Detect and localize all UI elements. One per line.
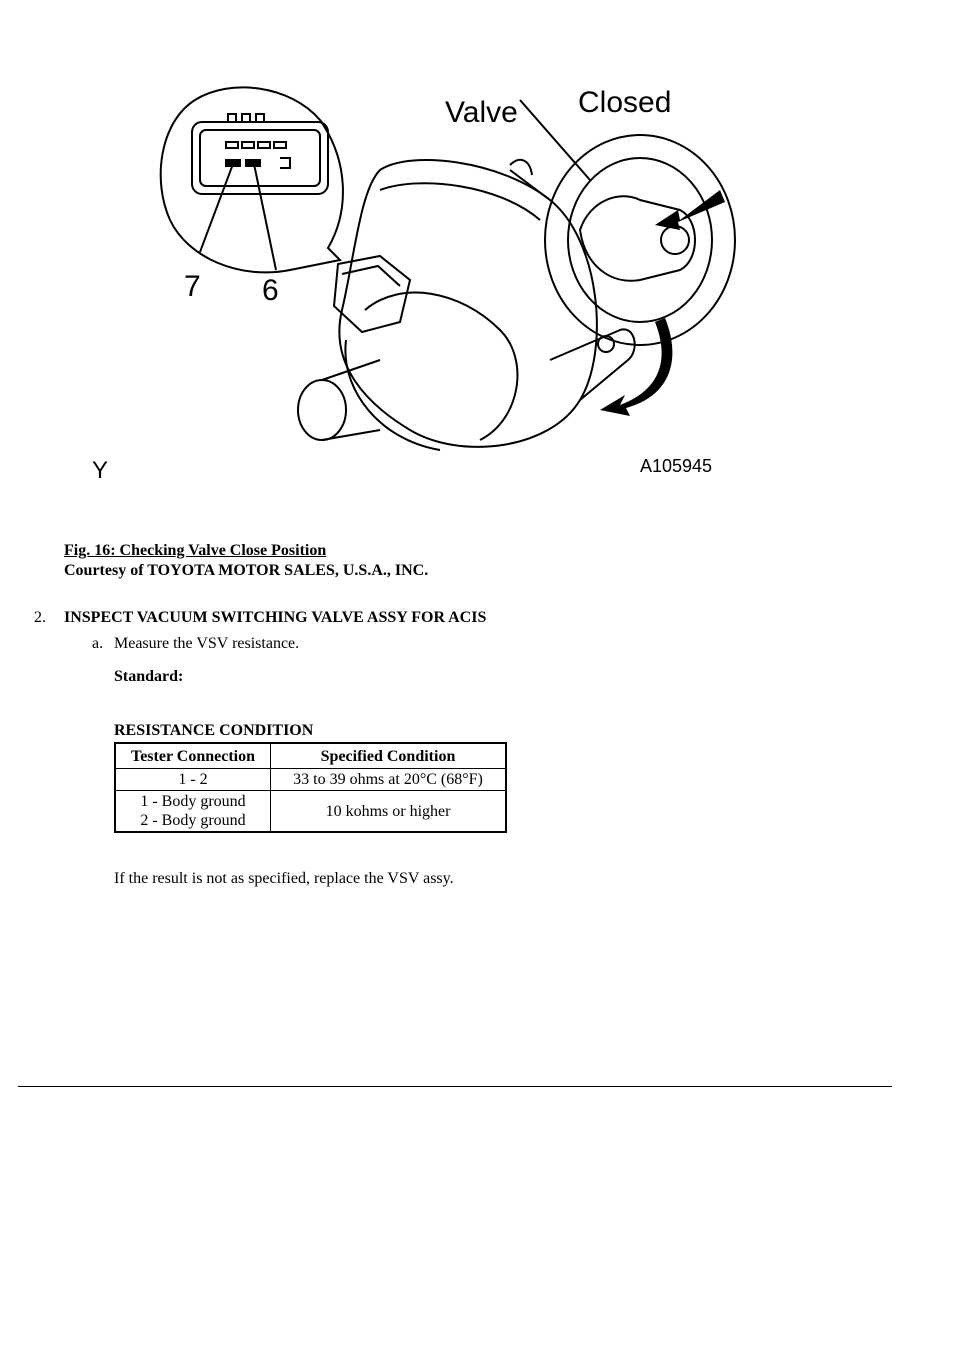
cell-condition: 10 kohms or higher — [271, 791, 507, 833]
connection-line: 1 - Body ground — [140, 793, 246, 810]
label-valve: Valve — [445, 96, 518, 129]
header-tester-connection: Tester Connection — [115, 743, 271, 769]
standard-label: Standard: — [114, 668, 184, 685]
valve-housing — [339, 160, 597, 447]
table-row — [115, 769, 506, 791]
step-title: INSPECT VACUUM SWITCHING VALVE ASSY FOR ACIS — [64, 609, 487, 626]
cell-condition: 33 to 39 ohms at 20°C (68°F) — [271, 769, 507, 791]
rotation-arrow-icon — [600, 318, 672, 416]
procedure-substep — [92, 634, 299, 654]
table-row — [115, 791, 506, 833]
valve-illustration — [80, 60, 740, 500]
connector-face — [192, 122, 328, 194]
label-pin6: 6 — [262, 274, 279, 307]
cell-connection — [115, 769, 271, 791]
step-number: 2. — [34, 609, 46, 626]
label-figure-code: A105945 — [640, 456, 713, 476]
cell-connection — [115, 791, 271, 833]
figure-courtesy: Courtesy of TOYOTA MOTOR SALES, U.S.A., INC. — [64, 562, 429, 579]
substep-letter: a. — [92, 635, 104, 652]
pin7-leader — [200, 164, 233, 252]
table-title: RESISTANCE CONDITION — [114, 722, 314, 739]
figure-caption — [64, 541, 428, 581]
pin6-leader — [254, 164, 276, 270]
closing-arrow-icon — [655, 190, 725, 230]
label-pin7: 7 — [184, 270, 201, 303]
label-closed: Closed — [578, 86, 672, 119]
procedure-step — [34, 608, 486, 628]
resistance-table — [114, 742, 507, 833]
valve-disc — [545, 135, 735, 345]
connection-line: 1 - 2 — [178, 771, 208, 788]
connector-zoom-circle — [161, 87, 343, 272]
valve-diagram — [80, 60, 740, 500]
inlet-pipe — [298, 380, 346, 440]
substep-text: Measure the VSV resistance. — [114, 635, 300, 652]
figure-title: Fig. 16: Checking Valve Close Position — [64, 542, 327, 559]
label-y: Y — [92, 457, 109, 484]
connection-line: 2 - Body ground — [140, 812, 246, 829]
result-note: If the result is not as specified, replace the VSV assy. — [114, 870, 454, 887]
page-divider — [18, 1086, 892, 1087]
table-header-row — [115, 743, 506, 769]
header-specified-condition: Specified Condition — [271, 743, 507, 769]
